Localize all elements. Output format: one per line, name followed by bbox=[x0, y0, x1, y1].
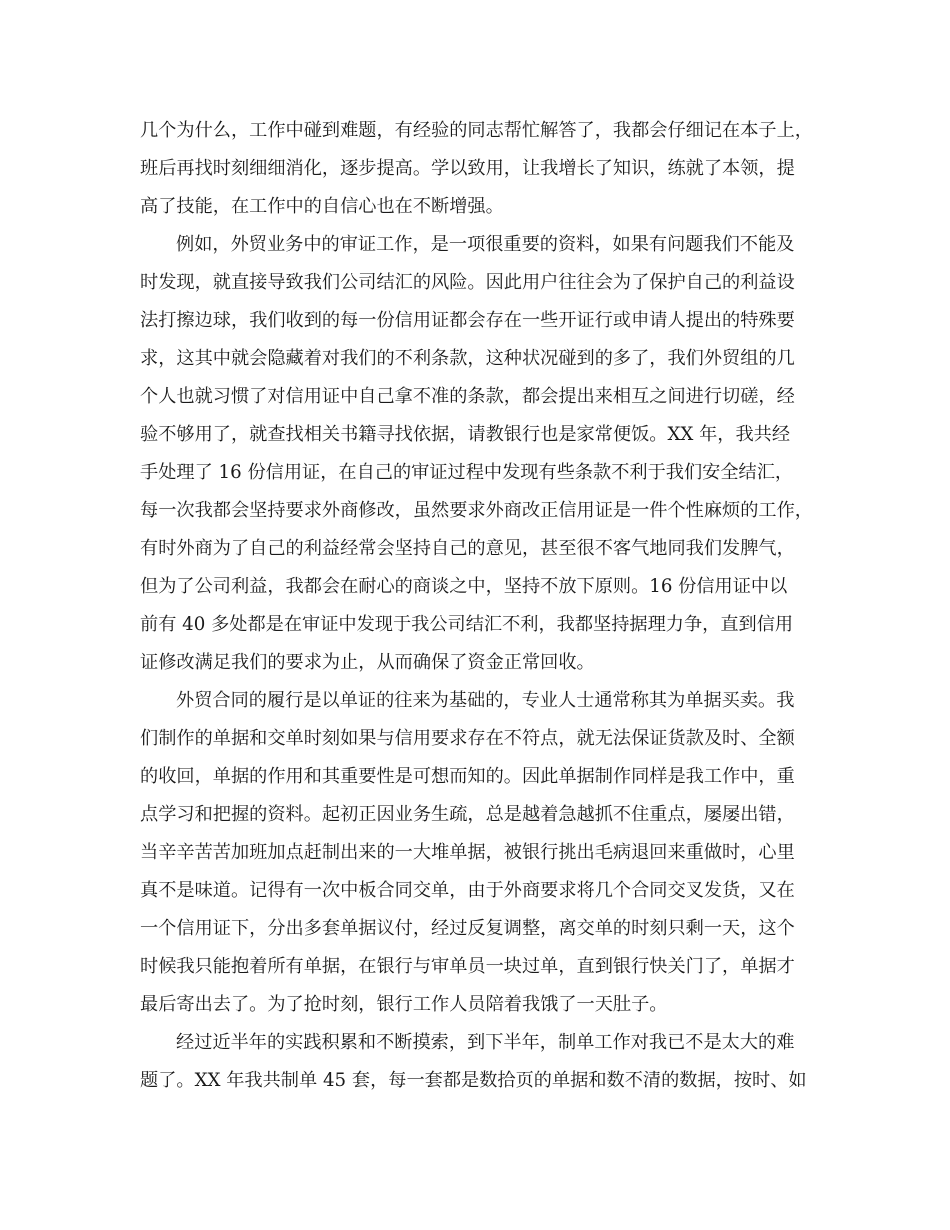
text-line: 最后寄出去了。为了抢时刻，银行工作人员陪着我饿了一天肚子。 bbox=[140, 994, 668, 1015]
text-line: 真不是味道。记得有一次中板合同交单，由于外商要求将几个合同交叉发货，又在 bbox=[140, 880, 795, 901]
text-line: 的收回，单据的作用和其重要性是可想而知的。因此单据制作同样是我工作中，重 bbox=[140, 766, 795, 787]
paragraph-start-line: 例如，外贸业务中的审证工作，是一项很重要的资料，如果有问题我们不能及 bbox=[176, 234, 795, 255]
text-line: 时发现，就直接导致我们公司结汇的风险。因此用户往往会为了保护自己的利益设 bbox=[140, 272, 795, 293]
text-line: 证修改满足我们的要求为止，从而确保了资金正常回收。 bbox=[140, 652, 595, 673]
paragraph-start-line: 经过近半年的实践积累和不断摸索，到下半年，制单工作对我已不是太大的难 bbox=[176, 1032, 795, 1053]
text-line: 验不够用了，就查找相关书籍寻找依据，请教银行也是家常便饭。XX 年，我共经 bbox=[140, 424, 791, 445]
text-line: 点学习和把握的资料。起初正因业务生疏，总是越着急越抓不住重点，屡屡出错， bbox=[140, 804, 795, 825]
text-line: 几个为什么，工作中碰到难题，有经验的同志帮忙解答了，我都会仔细记在本子上， bbox=[140, 120, 813, 141]
text-line: 个人也就习惯了对信用证中自己拿不准的条款，都会提出来相互之间进行切磋，经 bbox=[140, 386, 795, 407]
text-line: 有时外商为了自己的利益经常会坚持自己的意见，甚至很不客气地同我们发脾气， bbox=[140, 538, 795, 559]
paragraph-start-line: 外贸合同的履行是以单证的往来为基础的，专业人士通常称其为单据买卖。我 bbox=[176, 690, 795, 711]
text-line: 们制作的单据和交单时刻如果与信用要求存在不符点，就无法保证货款及时、全额 bbox=[140, 728, 795, 749]
text-line: 班后再找时刻细细消化，逐步提高。学以致用，让我增长了知识，练就了本领，提 bbox=[140, 158, 795, 179]
text-line: 手处理了 16 份信用证，在自己的审证过程中发现有些条款不利于我们安全结汇， bbox=[140, 462, 794, 483]
text-line: 但为了公司利益，我都会在耐心的商谈之中，坚持不放下原则。16 份信用证中以 bbox=[140, 576, 788, 597]
text-line: 每一次我都会坚持要求外商修改，虽然要求外商改正信用证是一件个性麻烦的工作， bbox=[140, 500, 813, 521]
text-line: 一个信用证下，分出多套单据议付，经过反复调整，离交单的时刻只剩一天，这个 bbox=[140, 918, 795, 939]
text-line: 当辛辛苦苦加班加点赶制出来的一大堆单据，被银行挑出毛病退回来重做时，心里 bbox=[140, 842, 795, 863]
text-line: 时候我只能抱着所有单据，在银行与审单员一块过单，直到银行快关门了，单据才 bbox=[140, 956, 795, 977]
text-line: 求，这其中就会隐藏着对我们的不利条款，这种状况碰到的多了，我们外贸组的几 bbox=[140, 348, 795, 369]
text-line: 高了技能，在工作中的自信心也在不断增强。 bbox=[140, 196, 504, 217]
text-line: 法打擦边球，我们收到的每一份信用证都会存在一些开证行或申请人提出的特殊要 bbox=[140, 310, 795, 331]
text-line: 前有 40 多处都是在审证中发现于我公司结汇不利，我都坚持据理力争，直到信用 bbox=[140, 614, 794, 635]
text-line: 题了。XX 年我共制单 45 套，每一套都是数拾页的单据和数不清的数据，按时、如 bbox=[140, 1070, 807, 1091]
